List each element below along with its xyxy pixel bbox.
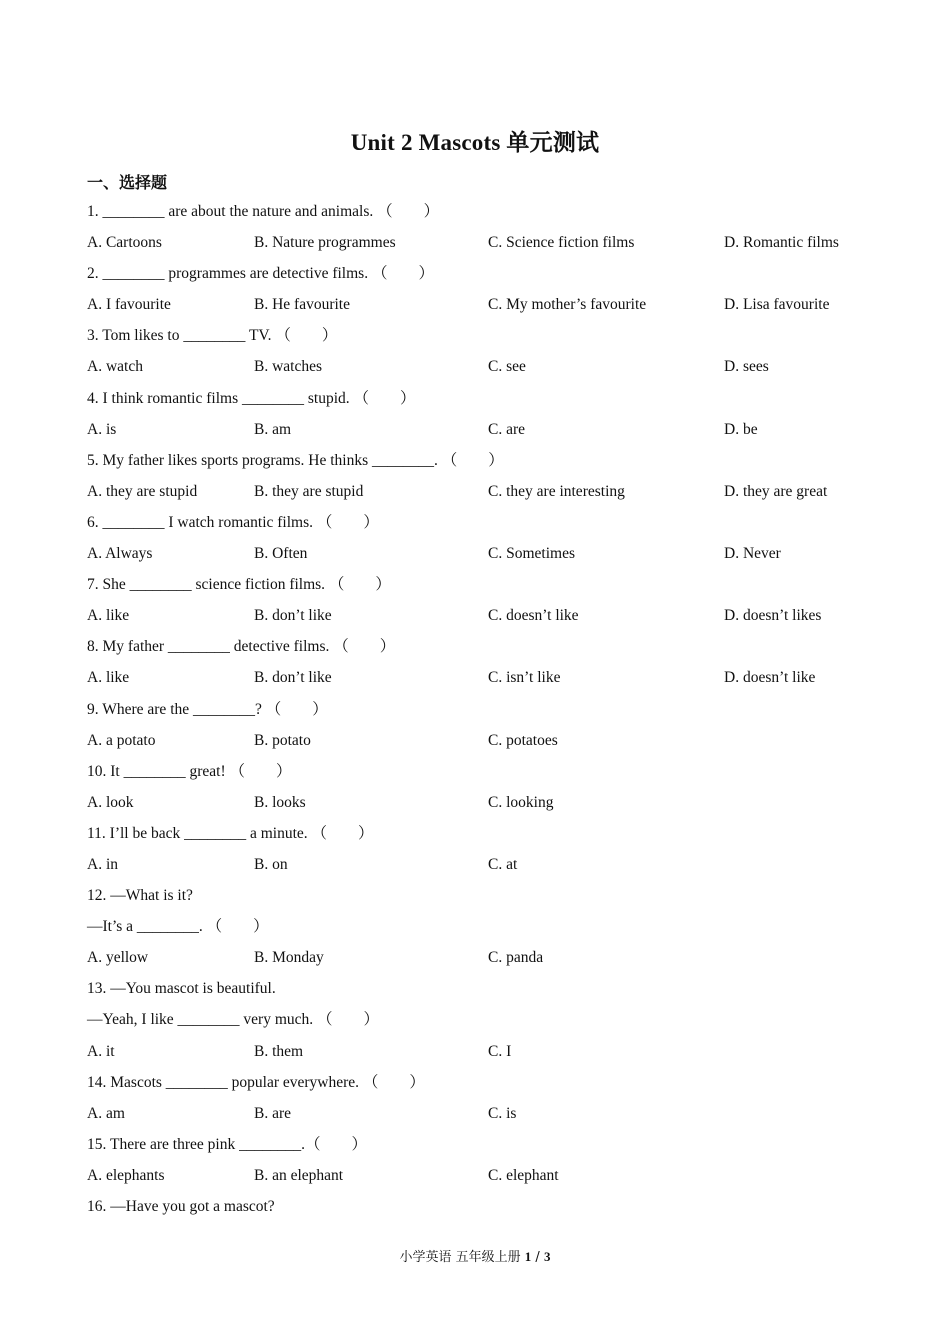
footer-page-number: 1 xyxy=(524,1249,532,1264)
option-b: B. they are stupid xyxy=(254,482,364,500)
option-c: C. they are interesting xyxy=(488,482,625,500)
option-row xyxy=(87,849,887,880)
option-row xyxy=(87,414,887,445)
option-row xyxy=(87,289,887,320)
footer-subject: 小学英语 五年级上册 xyxy=(399,1250,525,1265)
option-d: D. Lisa favourite xyxy=(724,296,830,314)
option-a: A. look xyxy=(87,793,134,811)
option-a: A. a potato xyxy=(87,731,156,749)
option-row xyxy=(87,476,887,507)
question-list xyxy=(87,196,887,1222)
question-text: 4. I think romantic films ________ stupid. （ ） xyxy=(87,389,416,407)
option-a: A. watch xyxy=(87,358,143,376)
question-text: 8. My father ________ detective films. （ ） xyxy=(87,638,396,656)
option-b: B. them xyxy=(254,1042,304,1060)
option-a: A. they are stupid xyxy=(87,482,198,500)
option-d: D. Never xyxy=(724,545,781,563)
option-b: B. potato xyxy=(254,731,311,749)
option-a: A. elephants xyxy=(87,1166,165,1184)
option-d: D. doesn’t likes xyxy=(724,607,822,625)
question-text: 5. My father likes sports programs. He thinks ________. （ ） xyxy=(87,451,504,469)
option-b: B. Often xyxy=(254,545,308,563)
option-a: A. I favourite xyxy=(87,296,171,314)
page-title: Unit 2 Mascots 单元测试 xyxy=(350,130,600,155)
option-d: D. they are great xyxy=(724,482,828,500)
option-a: A. in xyxy=(87,855,118,873)
option-a: A. it xyxy=(87,1042,115,1060)
option-c: C. at xyxy=(488,855,518,873)
page-footer xyxy=(0,1246,950,1265)
option-c: C. My mother’s favourite xyxy=(488,296,647,314)
footer-page-total: 3 xyxy=(543,1249,551,1264)
option-a: A. is xyxy=(87,420,117,438)
option-b: B. Monday xyxy=(254,949,324,967)
question-text: 15. There are three pink ________.（ ） xyxy=(87,1135,367,1153)
option-a: A. yellow xyxy=(87,949,149,967)
option-row xyxy=(87,662,887,693)
question-text: —It’s a ________. （ ） xyxy=(87,918,269,936)
option-d: D. doesn’t like xyxy=(724,669,816,687)
option-row xyxy=(87,538,887,569)
option-row xyxy=(87,351,887,382)
option-c: C. isn’t like xyxy=(488,669,561,687)
option-c: C. Sometimes xyxy=(488,545,575,563)
option-d: D. Romantic films xyxy=(724,234,839,252)
option-a: A. like xyxy=(87,669,130,687)
option-row xyxy=(87,787,887,818)
option-b: B. an elephant xyxy=(254,1166,344,1184)
option-row xyxy=(87,1036,887,1067)
question-text: —Yeah, I like ________ very much. （ ） xyxy=(87,1011,380,1029)
option-b: B. on xyxy=(254,855,288,873)
option-row xyxy=(87,1160,887,1191)
option-c: C. looking xyxy=(488,793,554,811)
option-row xyxy=(87,1098,887,1129)
question-text: 6. ________ I watch romantic films. （ ） xyxy=(87,513,379,531)
option-c: C. potatoes xyxy=(488,731,558,749)
option-row xyxy=(87,600,887,631)
option-a: A. like xyxy=(87,607,130,625)
option-b: B. don’t like xyxy=(254,669,332,687)
option-c: C. panda xyxy=(488,949,544,967)
question-text: 7. She ________ science fiction films. （ ） xyxy=(87,576,391,594)
question-text: 13. —You mascot is beautiful. xyxy=(87,980,276,998)
option-c: C. I xyxy=(488,1042,512,1060)
question-text: 11. I’ll be back ________ a minute. （ ） xyxy=(87,824,374,842)
option-c: C. see xyxy=(488,358,526,376)
option-a: A. Cartoons xyxy=(87,234,162,252)
option-d: D. sees xyxy=(724,358,769,376)
section-heading: 一、选择题 xyxy=(87,173,168,192)
option-b: B. don’t like xyxy=(254,607,332,625)
option-a: A. Always xyxy=(87,545,153,563)
option-c: C. are xyxy=(488,420,526,438)
option-c: C. Science fiction films xyxy=(488,234,635,252)
question-text: 2. ________ programmes are detective films. （ ） xyxy=(87,265,434,283)
option-d: D. be xyxy=(724,420,758,438)
question-text: 9. Where are the ________? （ ） xyxy=(87,700,328,718)
option-row xyxy=(87,942,887,973)
question-text: 1. ________ are about the nature and animals. （ ） xyxy=(87,203,440,220)
question-text: 16. —Have you got a mascot? xyxy=(87,1198,275,1215)
question-text: 3. Tom likes to ________ TV. （ ） xyxy=(87,327,338,345)
option-b: B. watches xyxy=(254,358,323,376)
question-text: 12. —What is it? xyxy=(87,887,193,905)
option-b: B. am xyxy=(254,420,292,438)
option-b: B. He favourite xyxy=(254,296,350,314)
option-c: C. is xyxy=(488,1104,517,1122)
option-row xyxy=(87,725,887,756)
option-b: B. Nature programmes xyxy=(254,234,396,252)
option-b: B. looks xyxy=(254,793,306,811)
question-text: 10. It ________ great! （ ） xyxy=(87,762,292,780)
question-text: 14. Mascots ________ popular everywhere. （ ） xyxy=(87,1073,425,1091)
option-c: C. elephant xyxy=(488,1166,559,1184)
option-row xyxy=(87,227,887,258)
footer-separator: / xyxy=(531,1250,544,1265)
option-a: A. am xyxy=(87,1104,125,1122)
option-c: C. doesn’t like xyxy=(488,607,579,625)
option-b: B. are xyxy=(254,1104,292,1122)
